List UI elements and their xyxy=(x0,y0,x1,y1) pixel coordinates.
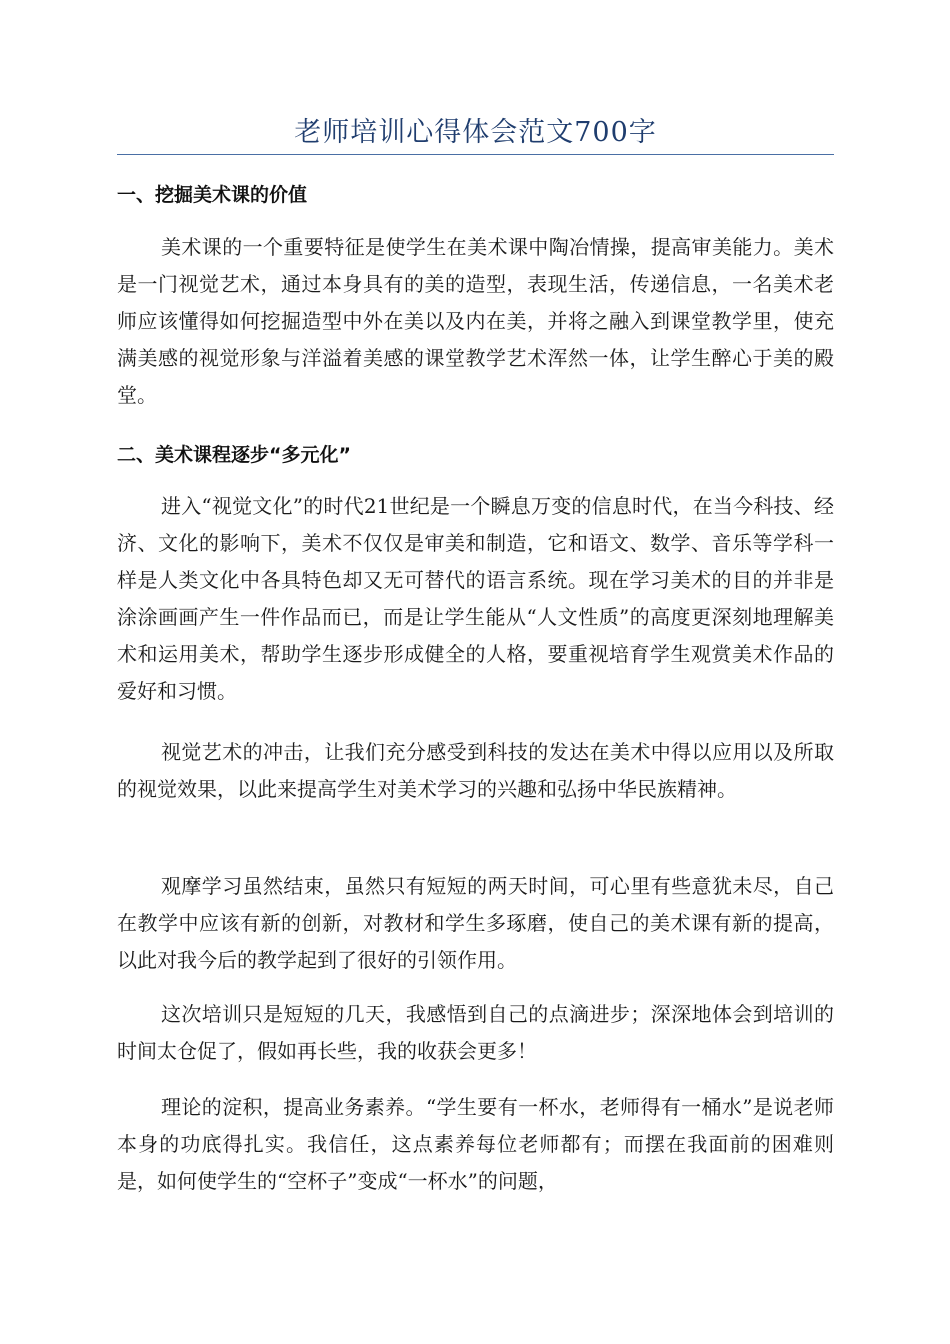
section-2-paragraph-2: 视觉艺术的冲击，让我们充分感受到科技的发达在美术中得以应用以及所取的视觉效果，以此来提高学生对美术学习的兴趣和弘扬中华民族精神。 xyxy=(117,740,834,801)
section-1-paragraph-1: 美术课的一个重要特征是使学生在美术课中陶冶情操，提高审美能力。美术是一门视觉艺术，通过本身具有的美的造型，表现生活，传递信息，一名美术老师应该懂得如何挖掘造型中外在美以及内在美，并将之融入到课堂教学里，使充满美感的视觉形象与洋溢着美感的课堂教学艺术浑然一体，让学生醉心于美的殿堂。 xyxy=(117,235,834,407)
section-heading-2: 二、美术课程逐步“多元化” xyxy=(117,444,351,466)
document-title: 老师培训心得体会范文700字 xyxy=(294,117,657,148)
section-heading-1: 一、挖掘美术课的价值 xyxy=(117,184,308,206)
section-2-paragraph-5: 理论的淀积，提高业务素养。“学生要有一杯水，老师得有一桶水”是说老师本身的功底得扎实。我信任，这点素养每位老师都有；而摆在我面前的困难则是，如何使学生的“空杯子”变成“一杯水”的问题， xyxy=(117,1095,834,1193)
title-underline xyxy=(117,154,834,155)
section-2-paragraph-4: 这次培训只是短短的几天，我感悟到自己的点滴进步；深深地体会到培训的时间太仓促了，假如再长些，我的收获会更多！ xyxy=(117,1002,834,1063)
document-page xyxy=(117,0,834,1344)
section-2-paragraph-3: 观摩学习虽然结束，虽然只有短短的两天时间，可心里有些意犹未尽，自己在教学中应该有新的创新，对教材和学生多琢磨，使自己的美术课有新的提高，以此对我今后的教学起到了很好的引领作用。 xyxy=(117,874,834,972)
section-2-paragraph-1: 进入“视觉文化”的时代21世纪是一个瞬息万变的信息时代，在当今科技、经济、文化的影响下，美术不仅仅是审美和制造，它和语文、数学、音乐等学科一样是人类文化中各具特色却又无可替代的语言系统。现在学习美术的目的并非是涂涂画画产生一件作品而已，而是让学生能从“人文性质”的高度更深刻地理解美术和运用美术，帮助学生逐步形成健全的人格，要重视培育学生观赏美术作品的爱好和习惯。 xyxy=(117,494,834,703)
